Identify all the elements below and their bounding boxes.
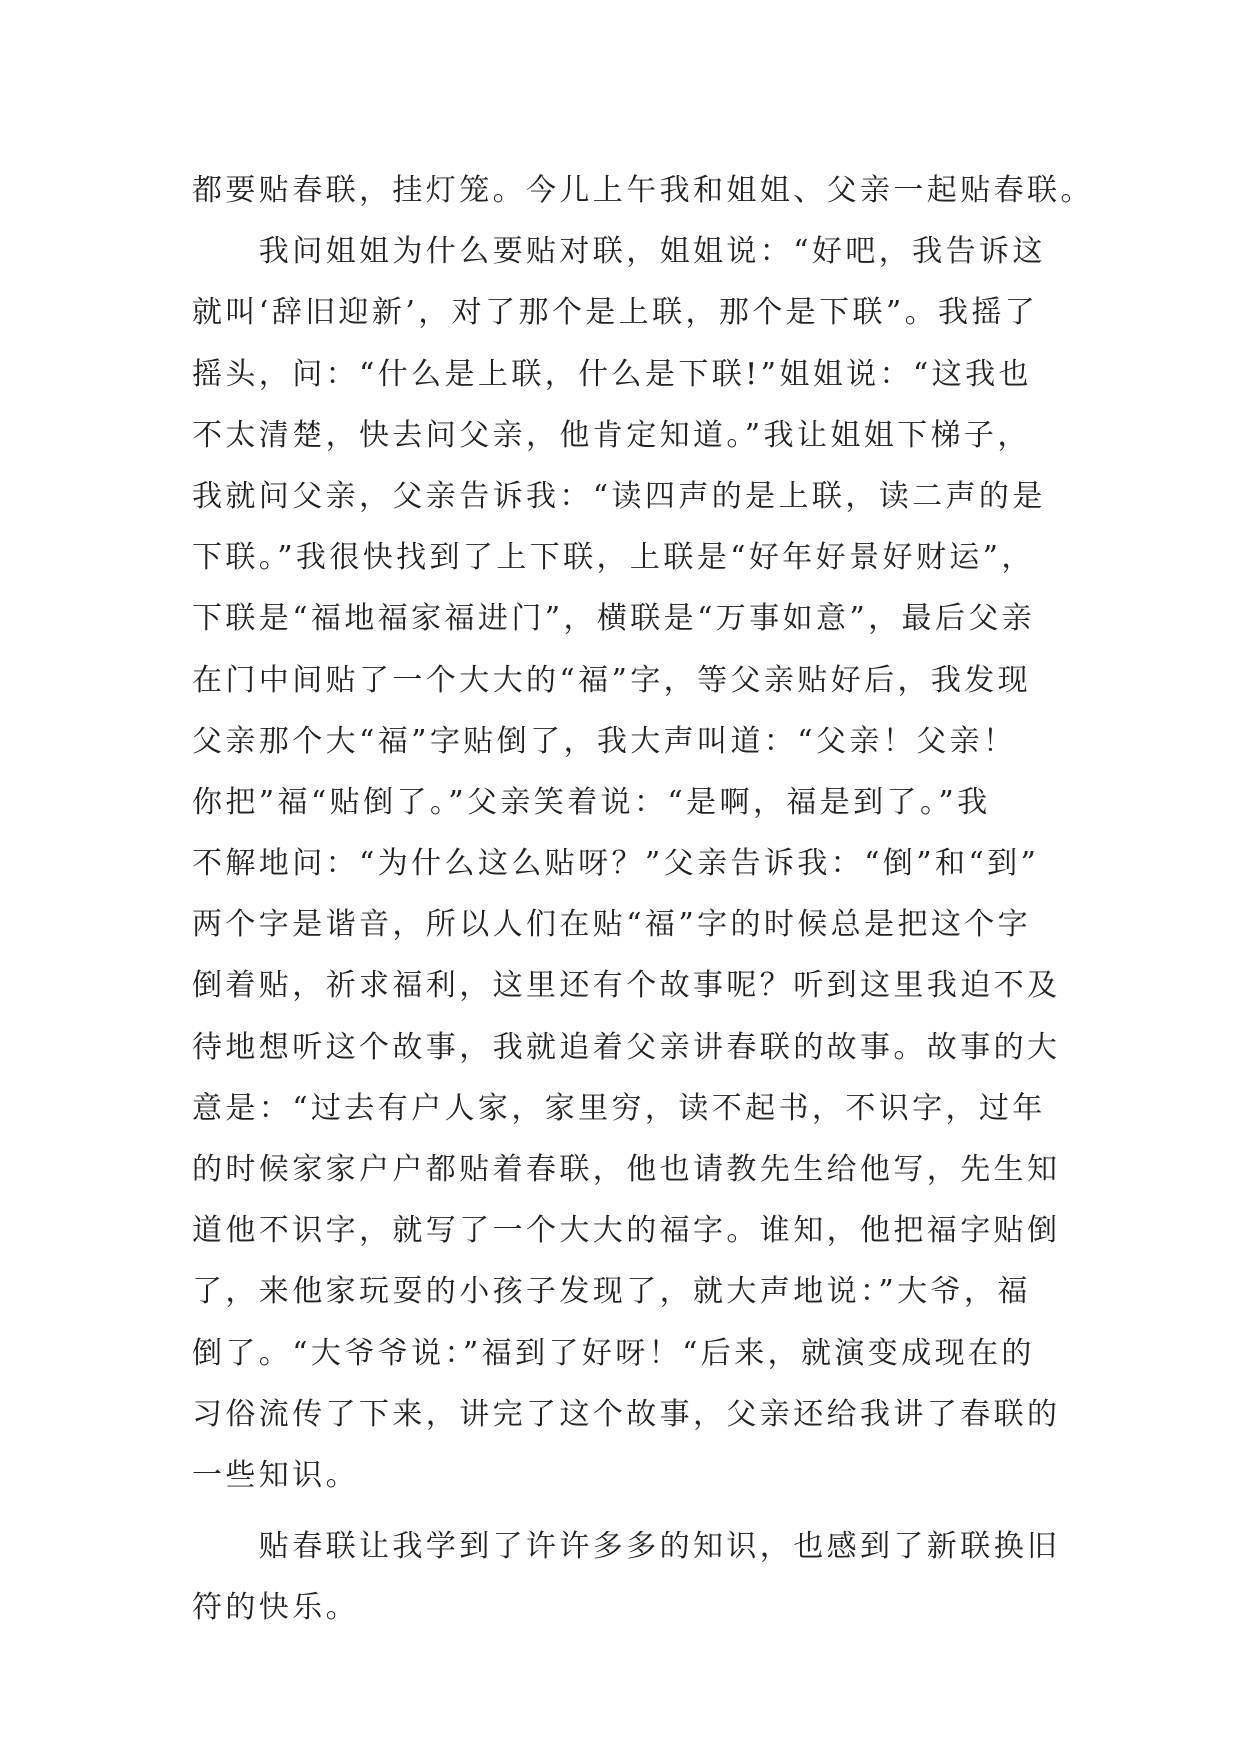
text-line: 习俗流传了下来，讲完了这个故事，父亲还给我讲了春联的 (192, 1396, 1061, 1432)
text-line: 不解地问：“为什么这么贴呀？”父亲告诉我：“倒”和“到” (192, 846, 1040, 882)
paragraph-gap (192, 1506, 1072, 1516)
text-line: 意是：“过去有户人家，家里穷，读不起书，不识字，过年 (192, 1090, 1046, 1126)
text-line: 倒着贴，祈求福利，这里还有个故事呢？听到这里我迫不及 (192, 968, 1061, 1004)
text-line: 摇头，问：“什么是上联，什么是下联!”姐姐说：“这我也 (192, 356, 1032, 392)
text-line: 父亲那个大“福”字贴倒了，我大声叫道：“父亲！父亲！ (192, 723, 1017, 759)
text-line: 待地想听这个故事，我就追着父亲讲春联的故事。故事的大 (192, 1029, 1061, 1065)
text-line: 在门中间贴了一个大大的“福”字，等父亲贴好后，我发现 (192, 662, 1032, 698)
text-line: 就叫‘辞旧迎新’，对了那个是上联，那个是下联”。我摇了 (192, 295, 1039, 331)
text-line: 了，来他家玩耍的小孩子发现了，就大声地说：”大爷，福 (192, 1274, 1031, 1310)
text-line: 符的快乐。 (192, 1590, 359, 1626)
text-line: 你把”福“贴倒了。”父亲笑着说：“是啊，福是到了。”我 (192, 784, 991, 820)
text-line: 下联是“福地福家福进门”，横联是“万事如意”，最后父亲 (192, 601, 1036, 637)
paragraph (192, 221, 1072, 1506)
text-line: 我问姐姐为什么要贴对联，姐姐说：“好吧，我告诉这 (192, 234, 1046, 270)
paragraph (192, 160, 1094, 221)
text-line: 倒了。“大爷爷说：”福到了好呀！“后来，就演变成现在的 (192, 1335, 1035, 1371)
text-line: 下联。”我很快找到了上下联，上联是“好年好景好财运”， (192, 540, 1035, 576)
text-line: 我就问父亲，父亲告诉我：“读四声的是上联，读二声的是 (192, 478, 1046, 514)
text-line: 两个字是谐音，所以人们在贴“福”字的时候总是把这个字 (192, 907, 1032, 943)
text-line: 的时候家家户户都贴着春联，他也请教先生给他写，先生知 (192, 1152, 1061, 1187)
text-line: 不太清楚，快去问父亲，他肯定知道。”我让姐姐下梯子， (192, 417, 1031, 453)
document-body (192, 160, 1094, 1639)
paragraph (192, 1516, 1072, 1638)
text-line: 贴春联让我学到了许许多多的知识，也感到了新联换旧 (192, 1529, 1061, 1565)
text-line: 一些知识。 (192, 1457, 359, 1493)
text-line: 道他不识字，就写了一个大大的福字。谁知，他把福字贴倒 (192, 1213, 1061, 1249)
text-line: 都要贴春联，挂灯笼。今儿上午我和姐姐、父亲一起贴春联。 (192, 173, 1094, 208)
